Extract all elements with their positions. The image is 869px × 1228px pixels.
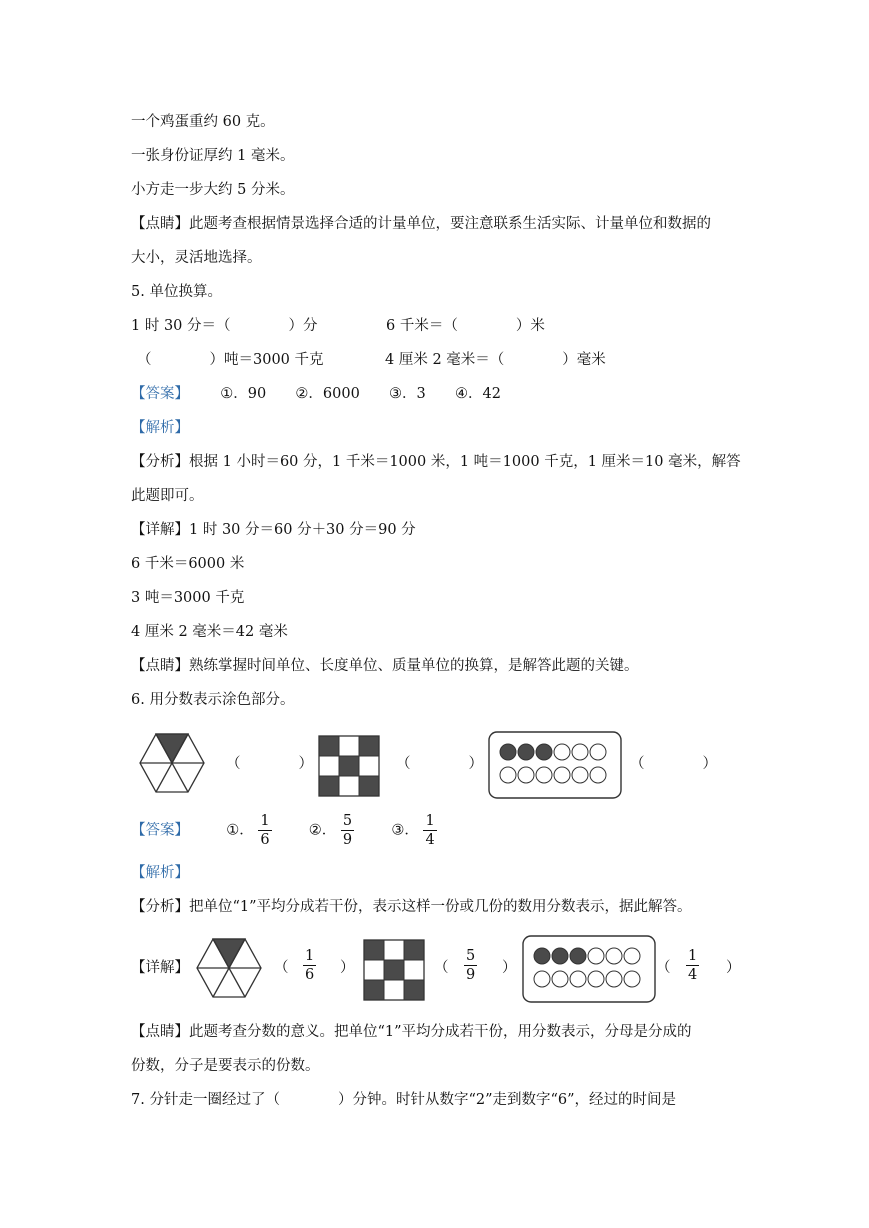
hexagon-figure xyxy=(196,938,262,998)
fenxi-line: 此题即可。 xyxy=(131,488,204,504)
fenxi-line: 【分析】把单位“1”平均分成若干份，表示这样一份或几份的数用分数表示，据此解答。 xyxy=(131,899,692,915)
answer-prefix: ①． xyxy=(226,822,254,839)
text-line: 一张身份证厚约 1 毫米。 xyxy=(131,148,295,164)
answer-item: ②．6000 xyxy=(295,386,360,402)
q5-item: （ ）吨＝3000 千克 xyxy=(137,352,324,368)
xiangjie-line: 6 千米＝6000 米 xyxy=(131,556,245,572)
answer-item: ③．3 xyxy=(389,386,426,402)
paren: ） xyxy=(340,960,355,976)
paren: ） xyxy=(502,960,517,976)
answer-label: 【答案】 xyxy=(131,822,189,839)
answer-row xyxy=(131,812,437,849)
fraction: $\frac{5}{9}$ xyxy=(466,948,476,983)
answer-row xyxy=(131,384,501,404)
q5-item: 6 千米＝（ ）米 xyxy=(386,318,545,334)
answer-label: 【答案】 xyxy=(131,386,189,402)
fraction: $\frac{5}{9}$ xyxy=(342,813,353,848)
hexagon-figure xyxy=(139,733,205,793)
circles-figure xyxy=(488,731,622,799)
grid-figure xyxy=(363,939,425,1001)
jiexi-label: 【解析】 xyxy=(131,420,189,436)
fraction: $\frac{1}{4}$ xyxy=(688,948,698,983)
circles-figure xyxy=(522,935,656,1003)
xiangjie-line: 4 厘米 2 毫米＝42 毫米 xyxy=(131,624,288,640)
answer-item: ④．42 xyxy=(454,386,501,402)
question-title: 5. 单位换算。 xyxy=(131,284,222,300)
fenxi-line: 【分析】根据 1 小时＝60 分，1 千米＝1000 米，1 吨＝1000 千克，1 厘米＝10 毫米，解答 xyxy=(131,454,741,470)
fraction: $\frac{1}{4}$ xyxy=(425,813,435,848)
paren: （ xyxy=(656,960,671,976)
text-line: 小方走一步大约 5 分米。 xyxy=(131,182,295,198)
paren: （ xyxy=(434,960,449,976)
answer-blank: （ ） xyxy=(630,756,717,772)
question-title: 7. 分针走一圈经过了（ ）分钟。时针从数字“2”走到数字“6”，经过的时间是 xyxy=(131,1092,677,1108)
xiangjie-line: 3 吨＝3000 千克 xyxy=(131,590,245,606)
dianjing-line: 【点睛】此题考查分数的意义。把单位“1”平均分成若干份，用分数表示，分母是分成的 xyxy=(131,1024,692,1040)
dianjing-line: 【点睛】熟练掌握时间单位、长度单位、质量单位的换算，是解答此题的关键。 xyxy=(131,658,639,674)
q5-item: 4 厘米 2 毫米＝（ ）毫米 xyxy=(385,352,606,368)
dianjing-line: 大小，灵活地选择。 xyxy=(131,250,262,266)
question-title: 6. 用分数表示涂色部分。 xyxy=(131,692,295,708)
answer-item: ①．90 xyxy=(220,386,267,402)
fraction: $\frac{1}{6}$ xyxy=(260,813,270,848)
paren: ） xyxy=(726,960,741,976)
xiangjie-label: 【详解】 xyxy=(131,960,189,976)
fraction: $\frac{1}{6}$ xyxy=(305,948,315,983)
paren: （ xyxy=(274,960,289,976)
grid-figure xyxy=(318,735,380,797)
answer-blank: （ ） xyxy=(226,756,313,772)
jiexi-label: 【解析】 xyxy=(131,865,189,881)
xiangjie-line: 【详解】1 时 30 分＝60 分＋30 分＝90 分 xyxy=(131,522,416,538)
answer-prefix: ②． xyxy=(308,822,337,839)
answer-prefix: ③． xyxy=(391,822,419,839)
answer-blank: （ ） xyxy=(396,756,483,772)
q5-item: 1 时 30 分＝（ ）分 xyxy=(131,318,318,334)
text-line: 一个鸡蛋重约 60 克。 xyxy=(131,114,275,130)
dianjing-line: 【点睛】此题考查根据情景选择合适的计量单位，要注意联系生活实际、计量单位和数据的 xyxy=(131,216,711,232)
dianjing-line: 份数，分子是要表示的份数。 xyxy=(131,1058,320,1074)
